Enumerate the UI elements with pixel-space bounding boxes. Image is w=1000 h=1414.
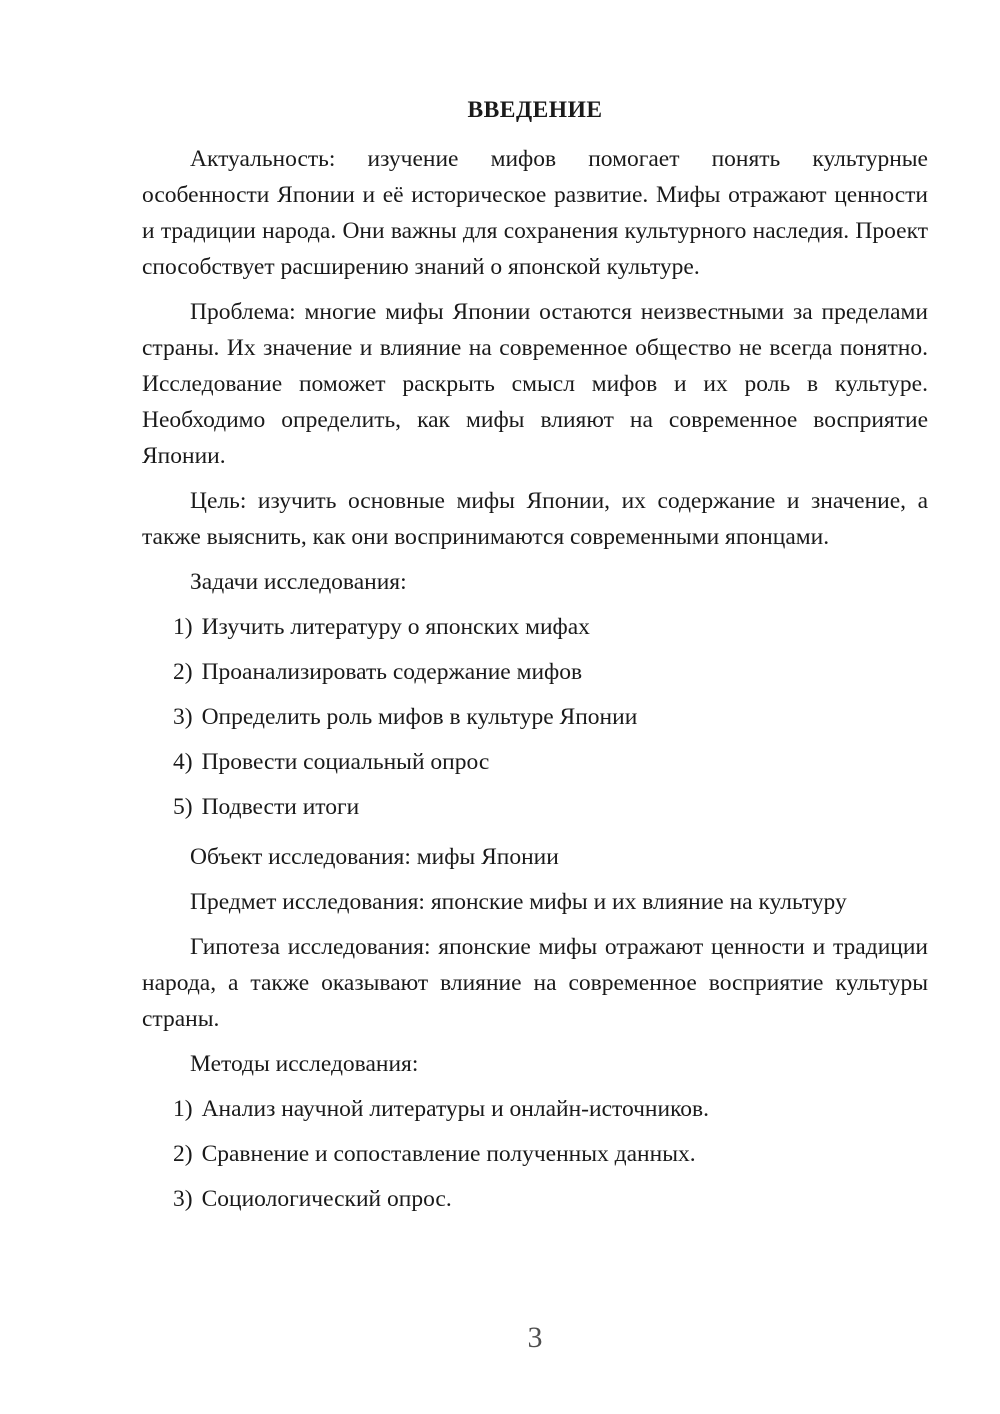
tasks-heading: Задачи исследования: [190, 569, 407, 595]
task-number-5: 5) [173, 794, 193, 820]
task-text-2: Проанализировать содержание мифов [201, 659, 583, 685]
method-text-3: Социологический опрос. [201, 1186, 452, 1212]
task-number-1: 1) [173, 614, 193, 640]
paragraph-actuality: Актуальность: изучение мифов помогает понять культурные особенности Японии и её историческое развитие. Мифы отражают ценности и традиции народа. Они важны для сохранения культурного наследия. Проект способствует расширению знаний о японской культуре. [142, 146, 928, 280]
paragraph-goal: Цель: изучить основные мифы Японии, их содержание и значение, а также выяснить, как они воспринимаются современными японцами. [142, 488, 928, 550]
method-number-3: 3) [173, 1186, 193, 1212]
task-text-4: Провести социальный опрос [201, 749, 490, 775]
method-item-3 [142, 1181, 928, 1217]
paragraph-subject: Предмет исследования: японские мифы и их влияние на культуру [190, 889, 847, 915]
page-number: 3 [527, 1321, 543, 1354]
method-text-1: Анализ научной литературы и онлайн-источников. [201, 1096, 710, 1122]
method-item-1 [142, 1091, 928, 1127]
method-item-2 [142, 1136, 928, 1172]
task-text-3: Определить роль мифов в культуре Японии [201, 704, 638, 730]
method-text-2: Сравнение и сопоставление полученных данных. [201, 1141, 696, 1167]
task-item-3 [142, 699, 928, 735]
task-text-1: Изучить литературу о японских мифах [201, 614, 590, 640]
paragraph-object: Объект исследования: мифы Японии [190, 844, 559, 870]
task-item-5 [142, 789, 928, 825]
task-item-1 [142, 609, 928, 645]
task-number-2: 2) [173, 659, 193, 685]
task-text-5: Подвести итоги [201, 794, 360, 820]
methods-heading: Методы исследования: [190, 1051, 419, 1077]
task-item-2 [142, 654, 928, 690]
task-number-4: 4) [173, 749, 193, 775]
task-number-3: 3) [173, 704, 193, 730]
method-number-1: 1) [173, 1096, 193, 1122]
paragraph-hypothesis: Гипотеза исследования: японские мифы отражают ценности и традиции народа, а также оказывают влияние на современное восприятие культуры страны. [142, 934, 928, 1032]
method-number-2: 2) [173, 1141, 193, 1167]
paragraph-problem: Проблема: многие мифы Японии остаются неизвестными за пределами страны. Их значение и влияние на современное общество не всегда понятно. Исследование поможет раскрыть смысл мифов и их роль в культуре. Необходимо определить, как мифы влияют на современное восприятие Японии. [142, 299, 928, 469]
task-item-4 [142, 744, 928, 780]
page-title: ВВЕДЕНИЕ [467, 97, 603, 123]
